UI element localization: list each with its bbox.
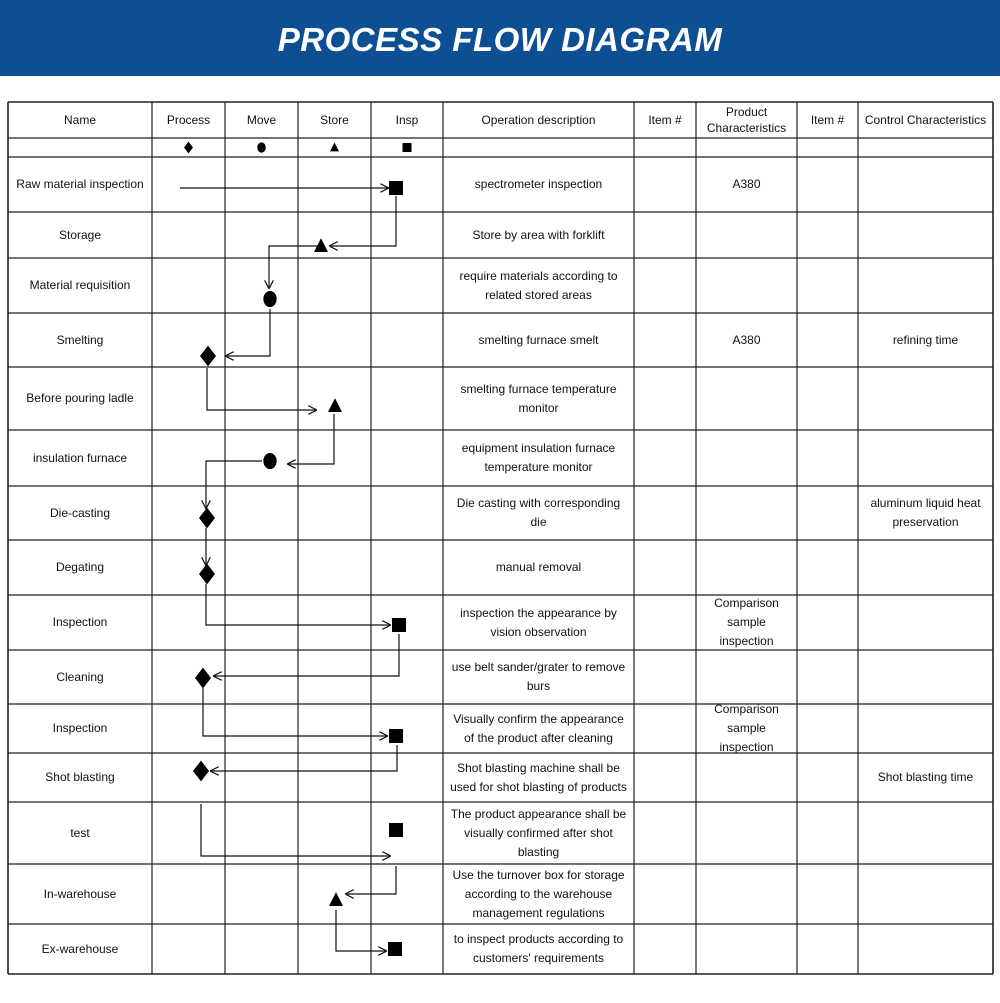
step-name: Material requisition — [29, 278, 131, 292]
control-characteristics — [859, 158, 992, 211]
control-characteristics — [859, 705, 992, 752]
operation-description: Die casting with corresponding die — [456, 496, 621, 529]
diamond-icon — [193, 761, 209, 782]
step-name: Smelting — [56, 332, 104, 347]
product-characteristics — [697, 368, 796, 429]
flow-arrow-2 — [330, 196, 396, 246]
control-characteristics — [859, 541, 992, 594]
diamond-icon — [195, 668, 211, 689]
control-characteristics — [859, 925, 992, 973]
flow-arrow-3 — [269, 246, 320, 288]
page-title: PROCESS FLOW DIAGRAM — [277, 21, 723, 58]
circle-icon — [263, 453, 276, 469]
product-characteristics — [697, 651, 796, 703]
header-item-number: Item # — [648, 113, 682, 127]
operation-description: inspection the appearance by vision observation — [460, 605, 617, 639]
flow-arrow-12 — [211, 745, 397, 771]
operation-description: The product appearance shall be visually confirmed after shot blasting — [450, 806, 627, 859]
header-store: Store — [320, 113, 349, 127]
product-characteristics: Comparison sample inspection — [714, 596, 779, 648]
product-characteristics — [697, 431, 796, 485]
control-characteristics — [859, 368, 992, 429]
control-characteristics: aluminum liquid heat preservation — [870, 496, 981, 529]
step-name: In-warehouse — [43, 886, 117, 901]
step-name: Die-casting — [49, 505, 111, 520]
control-characteristics: Shot blasting time — [877, 770, 974, 784]
square-icon — [388, 942, 402, 956]
step-name: Ex-warehouse — [41, 941, 119, 956]
triangle-legend-icon — [330, 143, 339, 152]
operation-description: Store by area with forklift — [472, 227, 605, 242]
flow-arrow-13 — [201, 804, 390, 856]
product-characteristics — [697, 213, 796, 257]
square-icon — [392, 618, 406, 632]
step-name: Storage — [58, 227, 102, 242]
step-name: test — [70, 825, 90, 840]
flow-arrow-5 — [207, 368, 316, 410]
flow-arrows — [180, 188, 399, 951]
step-name: Raw material inspection — [16, 177, 144, 191]
flow-arrow-11 — [203, 688, 387, 736]
step-name: Shot blasting — [45, 770, 115, 784]
operation-description: to inspect products according to customers' requirements — [453, 932, 624, 965]
header-process: Process — [166, 113, 211, 127]
square-legend-icon — [403, 143, 412, 152]
circle-icon — [263, 291, 276, 307]
operation-description: equipment insulation furnace temperature monitor — [461, 441, 616, 474]
square-icon — [389, 181, 403, 195]
operation-description: Shot blasting machine shall be used for shot blasting of products — [450, 760, 627, 794]
header-move: Move — [246, 113, 277, 127]
circle-legend-icon — [257, 142, 266, 152]
product-characteristics — [697, 754, 796, 801]
header-operation-description: Operation description — [481, 113, 596, 127]
control-characteristics — [859, 259, 992, 312]
operation-description: Use the turnover box for storage according to the warehouse management regulations — [452, 867, 625, 920]
product-characteristics: A380 — [732, 332, 761, 347]
diamond-icon — [200, 346, 216, 367]
product-characteristics — [697, 541, 796, 594]
header-insp: Insp — [395, 113, 419, 127]
flow-arrow-6 — [288, 414, 334, 464]
control-characteristics — [859, 865, 992, 923]
control-characteristics — [859, 803, 992, 863]
diamond-legend-icon — [184, 142, 193, 154]
square-icon — [389, 729, 403, 743]
operation-description: use belt sander/grater to remove burs — [451, 660, 626, 693]
header-control-characteristics: Control Characteristics — [864, 113, 987, 127]
header-name: Name — [63, 113, 96, 127]
operation-description: spectrometer inspection — [474, 177, 603, 191]
header-item-number-2: Item # — [810, 113, 845, 127]
operation-description: manual removal — [495, 560, 582, 574]
operation-description: require materials according to related stored areas — [459, 268, 618, 302]
product-characteristics — [697, 803, 796, 863]
product-characteristics — [697, 487, 796, 539]
product-characteristics — [697, 259, 796, 312]
flow-arrow-7 — [206, 461, 262, 508]
control-characteristics — [859, 213, 992, 257]
control-characteristics — [859, 431, 992, 485]
diamond-icon — [199, 508, 215, 529]
control-characteristics — [859, 651, 992, 703]
step-name: Inspection — [52, 721, 108, 735]
product-characteristics — [697, 865, 796, 923]
operation-description: smelting furnace temperature monitor — [460, 381, 617, 415]
triangle-icon — [329, 892, 343, 906]
product-characteristics: Comparison sample inspection — [714, 702, 779, 754]
control-characteristics: refining time — [892, 332, 959, 347]
flow-arrow-4 — [226, 309, 270, 356]
operation-description: Visually confirm the appearance of the product after cleaning — [453, 711, 624, 745]
triangle-icon — [328, 398, 342, 412]
header-product-characteristics: Product Characteristics — [706, 105, 787, 135]
step-name: Degating — [55, 560, 105, 574]
flow-arrow-15 — [336, 910, 386, 951]
product-characteristics: A380 — [732, 177, 761, 191]
operation-description: smelting furnace smelt — [478, 332, 599, 347]
step-name: Cleaning — [56, 669, 104, 684]
step-name: Before pouring ladle — [26, 391, 134, 405]
step-name: Inspection — [52, 615, 108, 629]
product-characteristics — [697, 925, 796, 973]
square-icon — [389, 823, 403, 837]
triangle-icon — [314, 238, 328, 252]
step-name: insulation furnace — [32, 450, 128, 465]
control-characteristics — [859, 596, 992, 649]
diamond-icon — [199, 564, 215, 585]
